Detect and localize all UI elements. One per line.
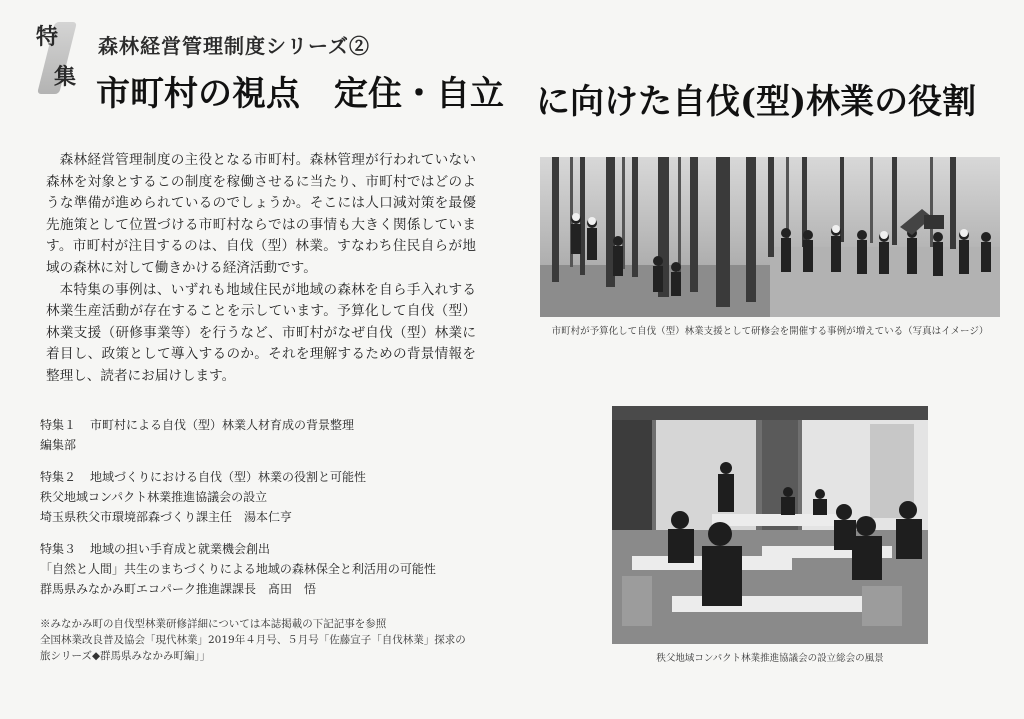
feature-author: 編集部 [40, 438, 77, 452]
feature-subtitle: 秩父地域コンパクト林業推進協議会の設立 [40, 490, 268, 504]
feature-number: 特集３ [40, 542, 77, 556]
feature-item-1 [40, 415, 500, 455]
forest-training-photo [540, 157, 1000, 317]
note-line-2: 全国林業改良普及協会「現代林業」2019年４月号、５月号「佐藤宣子「自伐林業」探求の [40, 634, 466, 646]
feature-title: 地域づくりにおける自伐（型）林業の役割と可能性 [90, 470, 367, 484]
feature-number: 特集１ [40, 418, 77, 432]
main-title-part1: 市町村の視点 定住・自立 [96, 74, 504, 114]
feature-subtitle: 「自然と人間」共生のまちづくりによる地域の森林保全と利活用の可能性 [40, 562, 436, 576]
note-line-3: 旅シリーズ◆群馬県みなかみ町編」」 [40, 650, 211, 662]
intro-paragraph-1: 森林経営管理制度の主役となる市町村。森林管理が行われていない森林を対象とするこの制度を稼働させるに当たり、市町村ではどのような準備が進められているのでしょうか。そこには人口減対策を最優先施策として位置づける市町村ならではの事情も大きく関係しています。市町村が注目するのは、自伐（型）林業。すなわち住民自らが地域の森林に対して働きかける経済活動です。 [46, 152, 476, 276]
reference-note [40, 616, 500, 664]
note-line-1: ※みなかみ町の自伐型林業研修詳細については本誌掲載の下記記事を参照 [40, 618, 387, 630]
feature-number: 特集２ [40, 470, 77, 484]
tag-char-1: 特 [36, 25, 59, 50]
intro-text [46, 150, 476, 388]
tag-char-2: 集 [54, 65, 77, 90]
feature-title: 地域の担い手育成と就業機会創出 [90, 542, 271, 556]
feature-author: 群馬県みなかみ町エコパーク推進課課長 髙田 悟 [40, 582, 317, 596]
feature-item-2 [40, 467, 500, 527]
feature-list [40, 415, 500, 611]
meeting-photo [612, 406, 928, 644]
intro-paragraph-2: 本特集の事例は、いずれも地域住民が地域の森林を自ら手入れする林業生産活動が存在することを示しています。予算化して自伐（型）林業支援（研修事業等）を行うなど、市町村がなぜ自伐（型）林業に着目し、政策として導入するのか。それを理解するための背景情報を整理し、読者にお届けします。 [46, 281, 476, 384]
main-title-part2: に向けた自伐(型)林業の役割 [536, 82, 977, 122]
series-title: 森林経営管理制度シリーズ② [98, 34, 370, 58]
feature-item-3 [40, 539, 500, 599]
photo-caption-1: 市町村が予算化して自伐（型）林業支援として研修会を開催する事例が増えている（写真はイメージ） [551, 326, 989, 337]
feature-title: 市町村による自伐（型）林業人材育成の背景整理 [90, 418, 355, 432]
feature-author: 埼玉県秩父市環境部森づくり課主任 湯本仁亨 [40, 510, 293, 524]
feature-tag [32, 16, 84, 100]
photo-caption-2: 秩父地域コンパクト林業推進協議会の設立総会の風景 [656, 653, 884, 664]
